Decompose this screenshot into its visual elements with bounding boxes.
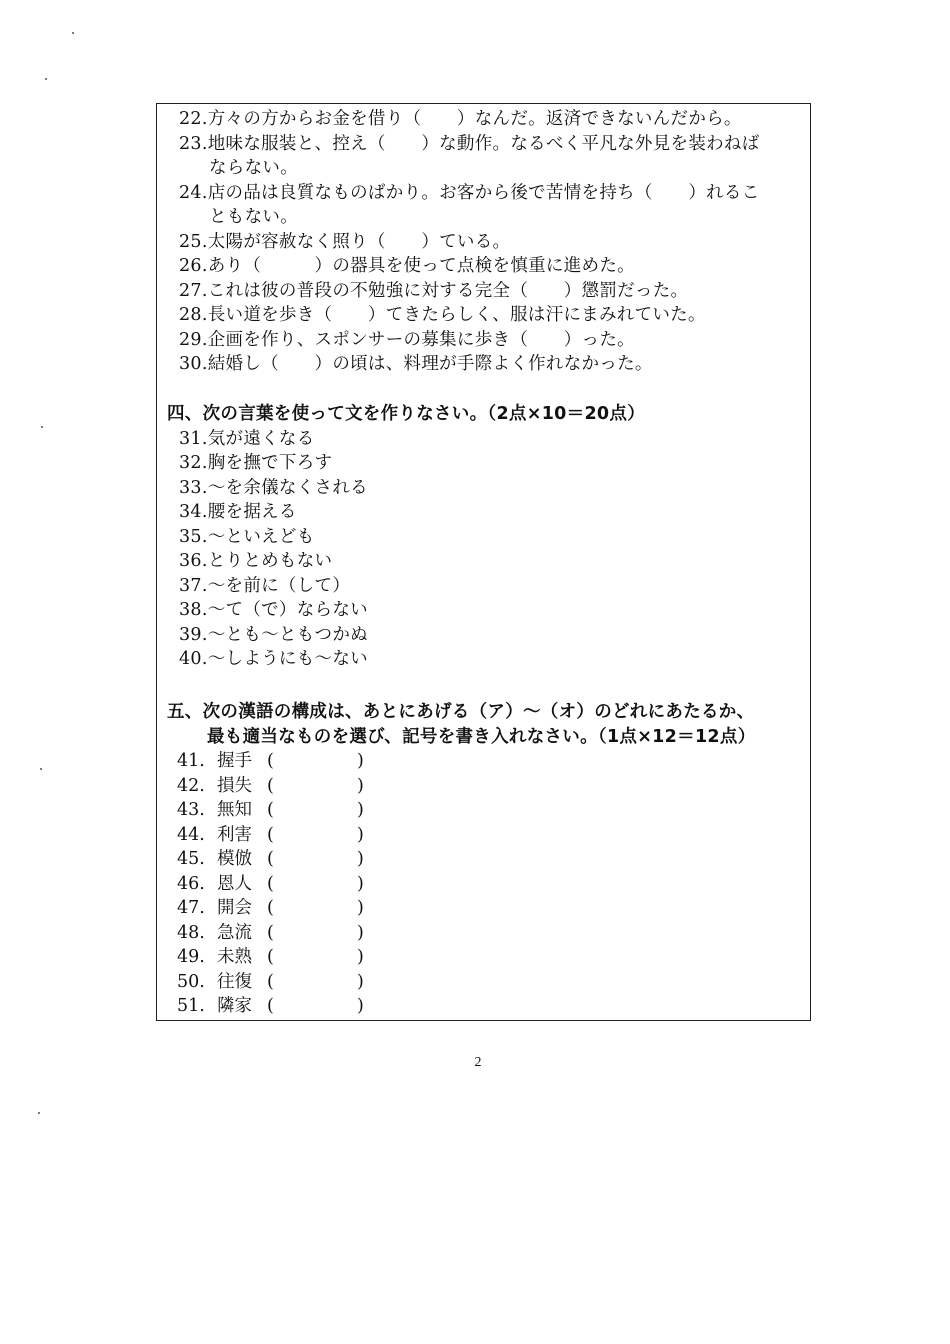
scan-speck [41, 426, 43, 428]
section-5-heading: 五、次の漢語の構成は、あとにあげる（ア）〜（オ）のどれにあたるか、 [167, 702, 755, 722]
question-40: 40.〜しようにも〜ない [179, 649, 368, 669]
scan-speck [38, 1112, 40, 1114]
exam-frame: 22.方々の方からお金を借り（ ）なんだ。返済できないんだから。 23.地味な服装と、控え（ ）な動作。なるべく平凡な外見を装わねば ならない。 24.店の品は良質なものばかり。お客から後で苦情を持ち（ ）れるこ ともない。 25.太陽が容赦なく照り（ ）ている。 26.あり（ ）の器具を使って点検を慎重に進めた。 27.これは彼の普段の不勉強に対する完全（ ）懲罰だった。 28.長い道を歩き（ ）てきたらしく、服は汗にまみれていた。 29.企画を作り、スポンサーの募集に歩き（ ）った。 30.結婚し（ ）の頃は、料理が手際よく作れなかった。 四、次の言葉を使って文を作りなさい。（2点×10＝20点） 31.気が遠くなる 32.胸を撫で下ろす 33.〜を余儀なくされる 34.腰を据える 35.〜といえども 36.とりとめもない 37.〜を前に（して） 38.〜て（で）ならない 39.〜とも〜ともつかぬ 40.〜しようにも〜ない 五、次の漢語の構成は、あとにあげる（ア）〜（オ）のどれにあたるか、 最も適当なものを選び、記号を書き入れなさい。（1点×12＝12点） 41. 握手 ( ) 42. 損失 ( ) 43. 無知 ( ) 44. 利害 ( ) 45. 模倣 ( ) 46. 恩人 ( ) 47. 開会 ( ) 48. 急流 ( ) 49. 未熟 ( ) 50. 往復 ( ) 51. 隣家 ( ) [156, 103, 811, 1021]
scan-speck [40, 768, 42, 770]
question-30: 30.結婚し（ ）の頃は、料理が手際よく作れなかった。 [179, 354, 653, 374]
section-4-heading: 四、次の言葉を使って文を作りなさい。（2点×10＝20点） [167, 404, 645, 424]
question-34: 34.腰を据える [179, 502, 297, 522]
question-38: 38.〜て（で）ならない [179, 600, 368, 620]
question-29: 29.企画を作り、スポンサーの募集に歩き（ ）った。 [179, 330, 635, 350]
question-31: 31.気が遠くなる [179, 429, 315, 449]
question-37: 37.〜を前に（して） [179, 576, 351, 596]
question-32: 32.胸を撫で下ろす [179, 453, 333, 473]
question-23-continued: ならない。 [209, 158, 298, 178]
question-25: 25.太陽が容赦なく照り（ ）ている。 [179, 232, 511, 252]
question-27: 27.これは彼の普段の不勉強に対する完全（ ）懲罰だった。 [179, 281, 689, 301]
page-number: 2 [474, 1055, 482, 1070]
question-23: 23.地味な服装と、控え（ ）な動作。なるべく平凡な外見を装わねば [179, 134, 760, 154]
question-33: 33.〜を余儀なくされる [179, 478, 368, 498]
question-24-continued: ともない。 [209, 207, 298, 227]
question-35: 35.〜といえども [179, 527, 315, 547]
question-39: 39.〜とも〜ともつかぬ [179, 625, 368, 645]
scan-speck [45, 78, 47, 80]
question-22: 22.方々の方からお金を借り（ ）なんだ。返済できないんだから。 [179, 109, 742, 129]
scan-speck [72, 32, 74, 34]
question-26: 26.あり（ ）の器具を使って点検を慎重に進めた。 [179, 256, 635, 276]
question-24: 24.店の品は良質なものばかり。お客から後で苦情を持ち（ ）れるこ [179, 183, 760, 203]
question-28: 28.長い道を歩き（ ）てきたらしく、服は汗にまみれていた。 [179, 305, 706, 325]
section-5-heading-continued: 最も適当なものを選び、記号を書き入れなさい。（1点×12＝12点） [207, 727, 756, 747]
question-36: 36.とりとめもない [179, 551, 333, 571]
